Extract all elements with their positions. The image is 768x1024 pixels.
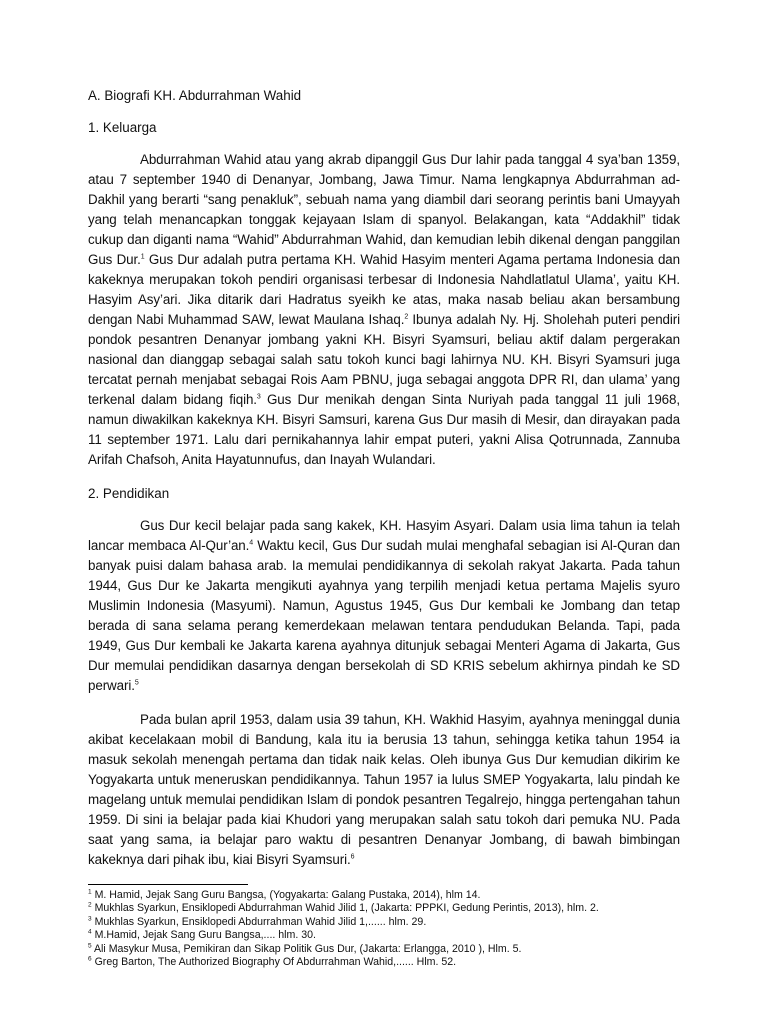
paragraph-pendidikan-1: Gus Dur kecil belajar pada sang kakek, KH. Hasyim Asyari. Dalam usia lima tahun ia telah lancar membaca Al-Qur’an.$^4$ Waktu kecil, Gus Dur sudah mulai menghafal sebagian isi Al-Quran dan banyak puisi dalam bahasa arab. Ia memulai pendidikannya di sekolah rakyat Jakarta. Pada tahun 1944, Gus Dur ke Jakarta mengikuti ayahnya yang terpilih menjadi ketua pertama Majelis syuro Muslimin Indonesia (Masyumi). Namun, Agustus 1945, Gus Dur kembali ke Jombang dan tetap berada di sana selama perang kemerdekaan melawan tentara pendudukan Belanda. Tapi, pada 1949, Gus Dur kembali ke Jakarta karena ayahnya ditunjuk sebagai Menteri Agama di Jakarta, Gus Dur memulai pendidikan dasarnya dengan bersekolah di SD KRIS sebelum akhirnya pindah ke SD perwari.$^5$ <box>88 518 680 693</box>
footnote-item <box>88 889 680 902</box>
footnote-text: M.Hamid, Jejak Sang Guru Bangsa,.... hlm. 30. <box>91 929 316 942</box>
footnote-item <box>88 956 680 969</box>
footnote-separator <box>88 884 248 885</box>
footnote-item <box>88 943 680 956</box>
footnote-text: Ali Masykur Musa, Pemikiran dan Sikap Politik Gus Dur, (Jakarta: Erlangga, 2010 ), Hlm. 5. <box>91 942 522 955</box>
footnote-number: 4 <box>88 928 92 936</box>
footnote-ref: 1 <box>140 253 145 261</box>
footnote-ref: 3 <box>256 393 261 401</box>
footnote-item <box>88 929 680 942</box>
section-heading-keluarga: 1. Keluarga <box>88 120 157 135</box>
footnote-number: 1 <box>88 888 92 896</box>
footnote-ref: 4 <box>249 539 254 547</box>
paragraph-keluarga: Abdurrahman Wahid atau yang akrab dipanggil Gus Dur lahir pada tanggal 4 sya’ban 1359, atau 7 september 1940 di Denanyar, Jombang, Jawa Timur. Nama lengkapnya Abdurrahman ad-Dakhil yang berarti “sang penakluk”, sebuah nama yang diambil dari seorang perintis bani Umayyah yang telah menancapkan tonggak kejayaan Islam di spanyol. Belakangan, kata “Addakhil” tidak cukup dan diganti nama “Wahid” Abdurrahman Wahid, dan kemudian lebih dikenal dengan panggilan Gus Dur.$^1$ Gus Dur adalah putra pertama KH. Wahid Hasyim menteri Agama pertama Indonesia dan kakeknya merupakan tokoh pendiri organisasi terbesar di Indonesia Nahdlatlatul Ulama’, yaitu KH. Hasyim Asy’ari. Jika ditarik dari Hadratus syeikh ke atas, maka nasab beliau akan bersambung dengan Nabi Muhammad SAW, lewat Maulana Ishaq.$^2$ Ibunya adalah Ny. Hj. Sholehah puteri pendiri pondok pesantren Denanyar jombang yakni KH. Bisyri Syamsuri, beliau aktif dalam pergerakan nasional dan dianggap sebagai salah satu tokoh kunci bagi lahirnya NU. KH. Bisyri Syamsuri juga tercatat pernah menjabat sebagai Rois Aam PBNU, juga sebagai anggota DPR RI, dan ulama’ yang terkenal dalam bidang fiqih.$^3$ Gus Dur menikah dengan Sinta Nuriyah pada tanggal 11 juli 1968, namun diwakilkan kakeknya KH. Bisyri Samsuri, karena Gus Dur masih di Mesir, dan dirayakan pada 11 september 1971. Lalu dari pernikahannya lahir empat puteri, yakni Alisa Qotrunnada, Zannuba Arifah Chafsoh, Anita Hayatunnufus, dan Inayah Wulandari. <box>88 152 681 467</box>
footnote-item <box>88 902 680 915</box>
footnote-number: 2 <box>88 901 92 909</box>
paragraph-pendidikan-2: Pada bulan april 1953, dalam usia 39 tahun, KH. Wakhid Hasyim, ayahnya meninggal dunia akibat kecelakaan mobil di Bandung, kala itu ia berusia 13 tahun, sehingga ketika tahun 1954 ia masuk sekolah menengah pertama dan tidak naik kelas. Oleh ibunya Gus Dur kemudian dikirim ke Yogyakarta untuk meneruskan pendidikannya. Tahun 1957 ia lulus SMEP Yogyakarta, lalu pindah ke magelang untuk memulai pendidikan Islam di pondok pesantren Tegalrejo, hingga pertengahan tahun 1959. Di sini ia belajar pada kiai Khudori yang merupakan salah satu tokoh dari pemuka NU. Pada saat yang sama, ia belajar paro waktu di pesantren Denanyar Jombang, di bawah bimbingan kakeknya dari pihak ibu, kiai Bisyri Syamsuri.$^6$ <box>88 712 680 867</box>
footnote-ref: 6 <box>350 853 355 861</box>
footnote-ref: 2 <box>404 313 409 321</box>
footnote-text: M. Hamid, Jejak Sang Guru Bangsa, (Yogyakarta: Galang Pustaka, 2014), hlm 14. <box>91 889 481 901</box>
footnote-number: 6 <box>88 955 92 963</box>
footnotes <box>88 889 680 969</box>
footnote-text: Mukhlas Syarkun, Ensiklopedi Abdurrahman Wahid Jilid 1,...... hlm. 29. <box>91 915 427 928</box>
footnote-text: Mukhlas Syarkun, Ensiklopedi Abdurrahman Wahid Jilid 1, (Jakarta: PPPKI, Gedung Perintis, 2013), hlm. 2. <box>91 902 599 915</box>
footnote-number: 5 <box>88 942 92 950</box>
document-title: A. Biografi KH. Abdurrahman Wahid <box>88 88 302 103</box>
footnote-ref: 5 <box>134 679 139 687</box>
section-heading-pendidikan: 2. Pendidikan <box>88 486 170 501</box>
footnote-text: Greg Barton, The Authorized Biography Of Abdurrahman Wahid,...... Hlm. 52. <box>91 956 457 969</box>
footnote-item <box>88 916 680 929</box>
footnote-number: 3 <box>88 915 92 923</box>
